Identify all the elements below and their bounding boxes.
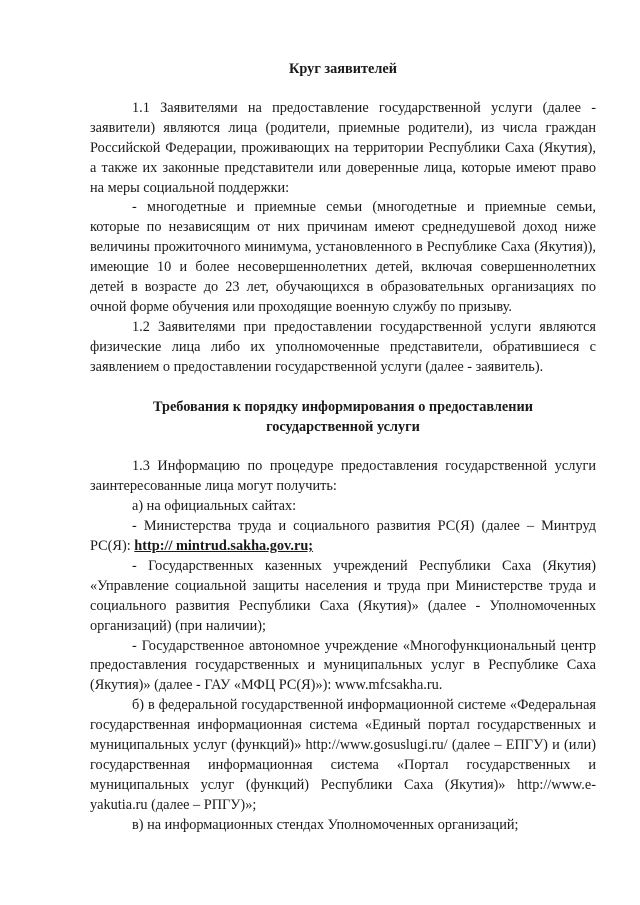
mintrud-text: - Министерства труда и социального развития РС(Я) (далее – Минтруд РС(Я):: [90, 518, 596, 555]
section-heading-applicants: Круг заявителей: [289, 61, 397, 77]
paragraph-info-stands: в) на информационных стендах Уполномоченных организаций;: [132, 816, 519, 833]
spacer: [90, 437, 596, 457]
paragraph-large-families: - многодетные и приемные семьи (многодетные и приемные семьи, которые по независящим от них причинам имеют среднедушевой доход ниже величины прожиточного минимума, установленного в Республике Саха (Якутия)), имеющие 10 и более несовершеннолетних детей, включая совершеннолетних детей в возрасте до 23 лет, обучающихся в образовательных организациях по очной форме обучения или проходящие военную службу по призыву.: [90, 199, 596, 315]
spacer: [90, 80, 596, 99]
paragraph-1-2: 1.2 Заявителями при предоставлении государственной услуги являются физические лица либо их уполномоченные представители, обратившиеся с заявлением о предоставлении государственной услуги (далее - заявитель).: [90, 318, 596, 375]
spacer: [90, 378, 596, 398]
heading-line-2: государственной услуги: [266, 418, 420, 435]
paragraph-1-1: 1.1 Заявителями на предоставление государственной услуги (далее - заявители) являются лица (родители, приемные родители), из числа граждан Российской Федерации, проживающих на территории Республики Саха (Якутия), а также их законные представители или доверенные лица, которые имеют право на меры социальной поддержки:: [90, 99, 596, 196]
paragraph-gku: - Государственных казенных учреждений Республики Саха (Якутия) «Управление социальной защиты населения и труда при Министерстве труда и социального развития Республики Саха (Якутия)» (далее - Уполномоченных организаций) (при наличии);: [90, 557, 596, 634]
section-heading-information: [90, 398, 596, 438]
paragraph-epgu: б) в федеральной государственной информационной системе «Федеральная государственная информационная система «Единый портал государственных и муниципальных услуг (функций)» http://www.gosuslugi.ru/ (далее – ЕПГУ) и (или) государственная информационная система «Портал государственных и муниципальных услуг (функций) Республики Саха (Якутия)» http://www.e-yakutia.ru (далее – РПГУ)»;: [90, 697, 596, 813]
paragraph-mintrud: [90, 517, 596, 557]
paragraph-official-sites: а) на официальных сайтах:: [132, 498, 297, 515]
document-page: [90, 60, 596, 836]
paragraph-mfc: - Государственное автономное учреждение «Многофункциональный центр предоставления государственных и муниципальных услуг в Республике Саха (Якутия)» (далее - ГАУ «МФЦ РС(Я)»): www.mfcsakha.ru.: [90, 637, 596, 694]
heading-line-1: Требования к порядку информирования о предоставлении: [153, 398, 533, 415]
mintrud-link[interactable]: http:// mintrud.sakha.gov.ru;: [134, 538, 314, 555]
paragraph-1-3: 1.3 Информацию по процедуре предоставления государственной услуги заинтересованные лица могут получить:: [90, 458, 596, 495]
